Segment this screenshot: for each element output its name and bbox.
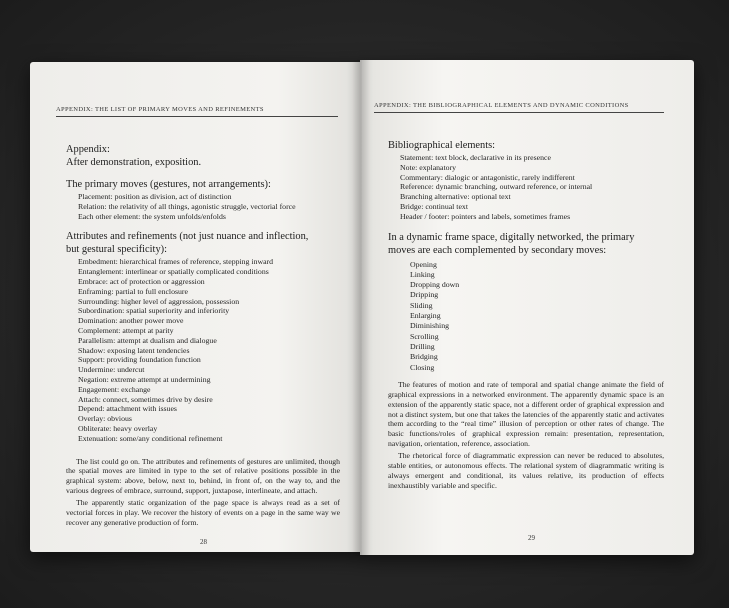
attribute-item: Enframing: partial to full enclosure bbox=[78, 286, 188, 296]
attribute-item: Obliterate: heavy overlay bbox=[78, 423, 158, 433]
left-page-number: 28 bbox=[200, 538, 207, 546]
biblio-item: Statement: text block, declarative in its presence bbox=[400, 153, 551, 162]
secondary-move-item: Diminishing bbox=[410, 321, 449, 331]
attribute-item: Surrounding: higher level of aggression, possession bbox=[78, 296, 240, 306]
biblio-item: Reference: dynamic branching, outward reference, or internal bbox=[400, 182, 593, 192]
attribute-item: Engagement: exchange bbox=[78, 384, 151, 394]
attribute-item: Extenuation: some/any conditional refinement bbox=[78, 433, 223, 443]
secondary-move-item: Opening bbox=[410, 259, 437, 269]
attribute-item: Domination: another power move bbox=[78, 316, 184, 326]
attribute-item: Parallelism: attempt at dualism and dialogue bbox=[78, 335, 217, 345]
primary-move-item: Relation: the relativity of all things, agonistic struggle, vectorial force bbox=[78, 201, 296, 211]
attribute-item: Attach: connect, sometimes drive by desire bbox=[78, 394, 213, 404]
appendix-title: Appendix: bbox=[66, 144, 110, 155]
attributes-list bbox=[78, 257, 340, 443]
secondary-move-item: Bridging bbox=[410, 352, 438, 362]
primary-moves-heading: The primary moves (gestures, not arrangements): bbox=[66, 179, 271, 190]
secondary-move-item: Dropping down bbox=[410, 280, 460, 290]
biblio-list bbox=[400, 153, 664, 222]
secondary-moves-list bbox=[410, 260, 664, 373]
primary-move-item: Placement: position as division, act of distinction bbox=[78, 192, 232, 201]
biblio-heading: Bibliographical elements: bbox=[388, 140, 496, 151]
secondary-move-item: Drilling bbox=[410, 341, 435, 351]
left-running-head: APPENDIX: THE LIST OF PRIMARY MOVES AND REFINEMENTS bbox=[56, 106, 338, 117]
attribute-item: Negation: extreme attempt at undermining bbox=[78, 374, 211, 384]
biblio-item: Header / footer: pointers and labels, sometimes frames bbox=[400, 211, 571, 221]
biblio-item: Branching alternative: optional text bbox=[400, 192, 511, 202]
attribute-item: Subordination: spatial superiority and inferiority bbox=[78, 306, 230, 316]
attributes-heading-line-1: Attributes and refinements (not just nuance and inflection, bbox=[66, 231, 309, 243]
dynamic-heading-line-1: In a dynamic frame space, digitally networked, the primary bbox=[388, 231, 635, 243]
secondary-move-item: Sliding bbox=[410, 300, 433, 310]
right-running-head: APPENDIX: THE BIBLIOGRAPHICAL ELEMENTS AND DYNAMIC CONDITIONS bbox=[374, 102, 664, 113]
attribute-item: Undermine: undercut bbox=[78, 365, 145, 375]
secondary-move-item: Enlarging bbox=[410, 311, 441, 321]
biblio-item: Commentary: dialogic or antagonistic, rarely indifferent bbox=[400, 172, 575, 182]
left-page bbox=[30, 62, 360, 552]
secondary-move-item: Linking bbox=[410, 269, 435, 279]
right-paragraph: The features of motion and rate of temporal and spatial change animate the field of graphical expressions in a networked environment. The apparently dynamic space is an extension of the apparently static space, not a different order of graphical expression and not a distinct system, but one that takes the latencies of the apparently static and activates them according to the “real time” illusion of perception or other rates of change. The basic functions/roles of graphical expression remain: presentation, representation, navigation, orientation, reference, association. bbox=[388, 379, 664, 449]
attribute-item: Depend: attachment with issues bbox=[78, 404, 177, 414]
appendix-subtitle: After demonstration, exposition. bbox=[66, 157, 202, 168]
left-paragraph: The list could go on. The attributes and refinements of gestures are unlimited, though the spatial moves are limited in type to the set of relative positions possible in the graphical system: above, below, next to, behind, in front of, on the way to, and the various degrees of embrace, surround, support, juxtapose, interlineate, and attach. bbox=[66, 456, 340, 496]
biblio-item: Note: explanatory bbox=[400, 162, 457, 172]
right-page bbox=[360, 60, 694, 555]
attributes-heading-line-2: but gestural specificity): bbox=[66, 244, 167, 256]
biblio-item: Bridge: continual text bbox=[400, 201, 468, 211]
attribute-item: Overlay: obvious bbox=[78, 414, 132, 424]
secondary-move-item: Dripping bbox=[410, 290, 439, 300]
primary-moves-list bbox=[78, 192, 340, 221]
attribute-item: Support: providing foundation function bbox=[78, 355, 201, 365]
dynamic-heading-line-2: moves are each complemented by secondary moves: bbox=[388, 244, 607, 256]
open-book bbox=[30, 62, 694, 562]
attribute-item: Embedment: hierarchical frames of reference, stepping inward bbox=[78, 257, 274, 267]
attribute-item: Shadow: exposing latent tendencies bbox=[78, 345, 190, 355]
left-paragraph: The apparently static organization of the page space is always read as a set of vectorial forces in play. We recover the history of events on a page in the same way we recover any generative production of form. bbox=[66, 498, 340, 527]
primary-move-item: Each other element: the system unfolds/enfolds bbox=[78, 211, 226, 221]
attribute-item: Complement: attempt at parity bbox=[78, 325, 174, 335]
right-page-number: 29 bbox=[528, 534, 535, 542]
right-paragraph: The rhetorical force of diagrammatic expression can never be reduced to absolutes, stable entities, or autonomous effects. The relational system of diagrammatic writing is always emergent and conditional, its values relative, its production of effects inexhaustibly variable and specific. bbox=[388, 451, 664, 490]
attribute-item: Entanglement: interlinear or spatially complicated conditions bbox=[78, 267, 269, 277]
secondary-move-item: Closing bbox=[410, 362, 435, 372]
secondary-move-item: Scrolling bbox=[410, 331, 439, 341]
attribute-item: Embrace: act of protection or aggression bbox=[78, 276, 205, 286]
